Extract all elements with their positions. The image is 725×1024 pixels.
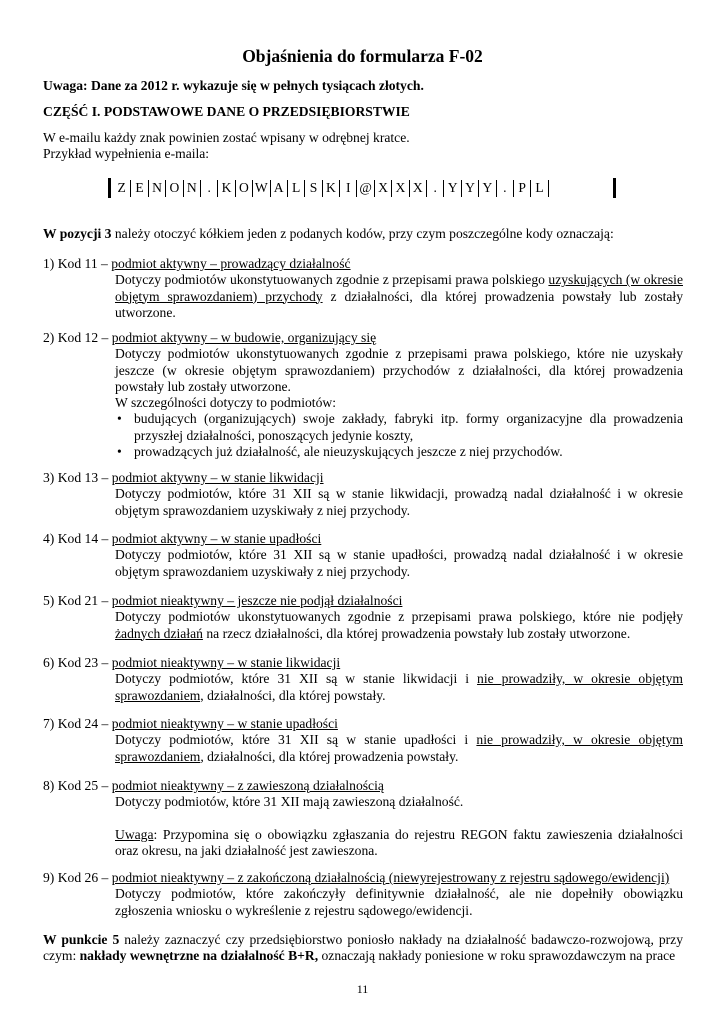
email-intro-line-2: Przykład wypełnienia e-maila:: [43, 146, 210, 161]
point-5-text-2: oznaczają nakłady poniesione w roku sprawozdawczym na prace: [318, 948, 676, 964]
email-char-cell: .: [426, 180, 443, 197]
email-char-cell: O: [235, 180, 252, 197]
bullet-item: • prowadzących już działalność, ale nieuzyskujących jeszcze z niej przychodów.: [115, 444, 683, 460]
email-char-cell: X: [374, 180, 391, 197]
email-char-cell: N: [183, 180, 200, 197]
email-char-cell: N: [148, 180, 165, 197]
code-label: 7) Kod 24 –: [43, 716, 112, 731]
code-text-underlined: nie prowadziły, w okresie objętym sprawozdaniem: [115, 732, 683, 764]
email-char-cell: @: [356, 180, 373, 197]
position-3-text: należy otoczyć kółkiem jeden z podanych kodów, przy czym poszczególne kody oznaczają:: [111, 226, 614, 241]
code-text: Dotyczy podmiotów ukonstytuowanych zgodnie z przepisami prawa polskiego: [115, 272, 549, 288]
page-title: Objaśnienia do formularza F-02: [242, 46, 483, 66]
code-heading: podmiot nieaktywny – z zakończoną działalnością (niewyrejestrowany z rejestru sądowego/ewidencji): [111, 870, 670, 885]
email-char-cell: O: [165, 180, 182, 197]
code-text: Dotyczy podmiotów ukonstytuowanych zgodnie z przepisami prawa polskiego, które nie podjęły: [115, 609, 683, 625]
email-char-cell: [548, 180, 565, 197]
point-5-text: należy zaznaczyć czy przedsiębiorstwo poniosło nakłady na działalność badawczo-rozwojową, przy czym:: [43, 932, 683, 964]
email-char-cell: W: [252, 180, 269, 197]
code-heading: podmiot aktywny – prowadzący działalność: [111, 256, 351, 271]
code-text: Dotyczy podmiotów ukonstytuowanych zgodnie z przepisami prawa polskiego, które nie uzyskały jeszcze (w okresie objętym sprawozdaniem) przychodów z działalności, dla której prowadzenia powstały lub zostały utworzone.: [115, 346, 683, 394]
data-note: Uwaga: Dane za 2012 r. wykazuje się w pełnych tysiącach złotych.: [43, 78, 424, 93]
code-description: Dotyczy podmiotów, które 31 XII są w stanie likwidacji, prowadzą nadal działalność i w okresie objętym sprawozdaniem uzyskiwały z niej przychody.: [115, 486, 683, 518]
code-text: Dotyczy podmiotów, które 31 XII mają zawieszoną działalność.: [115, 794, 464, 810]
code-item-26: [43, 870, 683, 919]
code-heading: podmiot aktywny – w stanie upadłości: [111, 531, 322, 546]
code-text-underlined: uzyskujących (w okresie objętym sprawozdaniem) przychody: [115, 272, 683, 304]
code-label: 8) Kod 25 –: [43, 778, 112, 793]
code-item-24: [43, 716, 683, 765]
code-description: Dotyczy podmiotów, które 31 XII są w stanie upadłości, prowadzą nadal działalność i w okresie objętym sprawozdaniem uzyskiwały z niej przychody.: [115, 547, 683, 579]
code-description: [115, 272, 683, 321]
email-char-cell: S: [304, 180, 321, 197]
code-heading: podmiot nieaktywny – w stanie likwidacji: [111, 655, 341, 670]
email-char-cell: L: [530, 180, 547, 197]
code-item-12: [43, 330, 683, 460]
code-label: 4) Kod 14 –: [43, 531, 112, 546]
note-label: Uwaga: [115, 826, 154, 842]
code-item-21: [43, 593, 683, 642]
code-label: 1) Kod 11 –: [43, 256, 112, 271]
code-heading: podmiot nieaktywny – z zawieszoną działalnością: [111, 778, 384, 793]
code-label: 2) Kod 12 –: [43, 330, 112, 345]
code-text-underlined: nie prowadziły, w okresie objętym sprawozdaniem,: [115, 671, 683, 703]
code-label: 9) Kod 26 –: [43, 870, 112, 885]
code-heading: podmiot nieaktywny – w stanie upadłości: [111, 716, 338, 731]
point-5-paragraph: [43, 932, 683, 965]
code-description: [115, 609, 683, 642]
code-description: Dotyczy podmiotów, które zakończyły definitywnie działalność, ale nie dopełniły obowiązku zgłoszenia wniosku o wykreślenie z rejestru sądowego/ewidencji.: [115, 886, 683, 918]
point-5-label: W punkcie 5: [43, 932, 120, 947]
suspension-note: [115, 827, 683, 860]
page-number: 11: [356, 982, 369, 996]
code-item-11: [43, 256, 683, 321]
email-char-cell: Y: [443, 180, 460, 197]
email-char-cell: K: [322, 180, 339, 197]
code-label: 6) Kod 23 –: [43, 655, 112, 670]
code-item-13: [43, 470, 683, 519]
code-label: 5) Kod 21 –: [43, 593, 112, 608]
code-text: działalności, dla której powstały.: [203, 687, 386, 703]
email-char-cell: E: [130, 180, 147, 197]
email-char-cell: K: [217, 180, 234, 197]
email-char-cell: X: [391, 180, 408, 197]
note-text: : Przypomina się o obowiązku zgłaszania do rejestru REGON faktu zawieszenia działalności oraz okresu, na jaki działalność jest zawieszona.: [115, 826, 683, 858]
email-char-cell: P: [513, 180, 530, 197]
email-char-cell: L: [287, 180, 304, 197]
code-text: z działalności, dla której prowadzenia powstały lub zostały utworzone.: [115, 288, 683, 320]
code-heading: podmiot nieaktywny – jeszcze nie podjął działalności: [111, 593, 403, 608]
bullet-item: • budujących (organizujących) swoje zakłady, fabryki itp. formy organizacyjne dla prowadzenia przyszłej działalności, ponoszących jedynie koszty,: [115, 411, 683, 444]
code-heading: podmiot aktywny – w stanie likwidacji: [111, 470, 324, 485]
code-label: 3) Kod 13 –: [43, 470, 112, 485]
email-char-cells: [113, 180, 565, 197]
code-description: [115, 671, 683, 704]
email-char-cell: X: [409, 180, 426, 197]
email-char-cell: Y: [461, 180, 478, 197]
email-char-cell: A: [270, 180, 287, 197]
code-text: , działalności, dla której prowadzenia powstały.: [200, 748, 459, 764]
code-text: na rzecz działalności, dla której prowadzenia powstały lub zostały utworzone.: [202, 625, 631, 641]
email-intro-line-1: W e-mailu każdy znak powinien zostać wpisany w odrębnej kratce.: [43, 130, 410, 145]
code-text-underlined: żadnych działań: [115, 625, 203, 641]
email-box-left-bracket: [108, 178, 111, 198]
email-char-cell: .: [200, 180, 217, 197]
email-char-cell: I: [339, 180, 356, 197]
code-heading: podmiot aktywny – w budowie, organizujący się: [111, 330, 377, 345]
email-char-cell: Y: [478, 180, 495, 197]
code-item-23: [43, 655, 683, 704]
code-description: [115, 732, 683, 765]
email-box-right-bracket: [613, 178, 616, 198]
position-3-intro: [43, 226, 683, 242]
code-text-2: W szczególności dotyczy to podmiotów:: [115, 395, 336, 411]
code-bullet-list: [115, 411, 683, 460]
point-5-term: nakłady wewnętrzne na działalność B+R,: [79, 948, 319, 964]
code-text: Dotyczy podmiotów, które 31 XII są w stanie upadłości i: [115, 732, 477, 748]
email-example-box: [108, 177, 616, 199]
code-item-25: [43, 778, 683, 859]
code-item-14: [43, 531, 683, 580]
email-char-cell: Z: [117, 180, 126, 195]
email-char-cell: .: [496, 180, 513, 197]
code-text: Dotyczy podmiotów, które 31 XII są w stanie likwidacji i: [115, 671, 478, 687]
position-3-label: W pozycji 3: [43, 226, 112, 241]
section-heading: CZĘŚĆ I. PODSTAWOWE DANE O PRZEDSIĘBIORSTWIE: [43, 104, 410, 119]
code-description: [115, 346, 683, 460]
code-description: [115, 794, 683, 859]
